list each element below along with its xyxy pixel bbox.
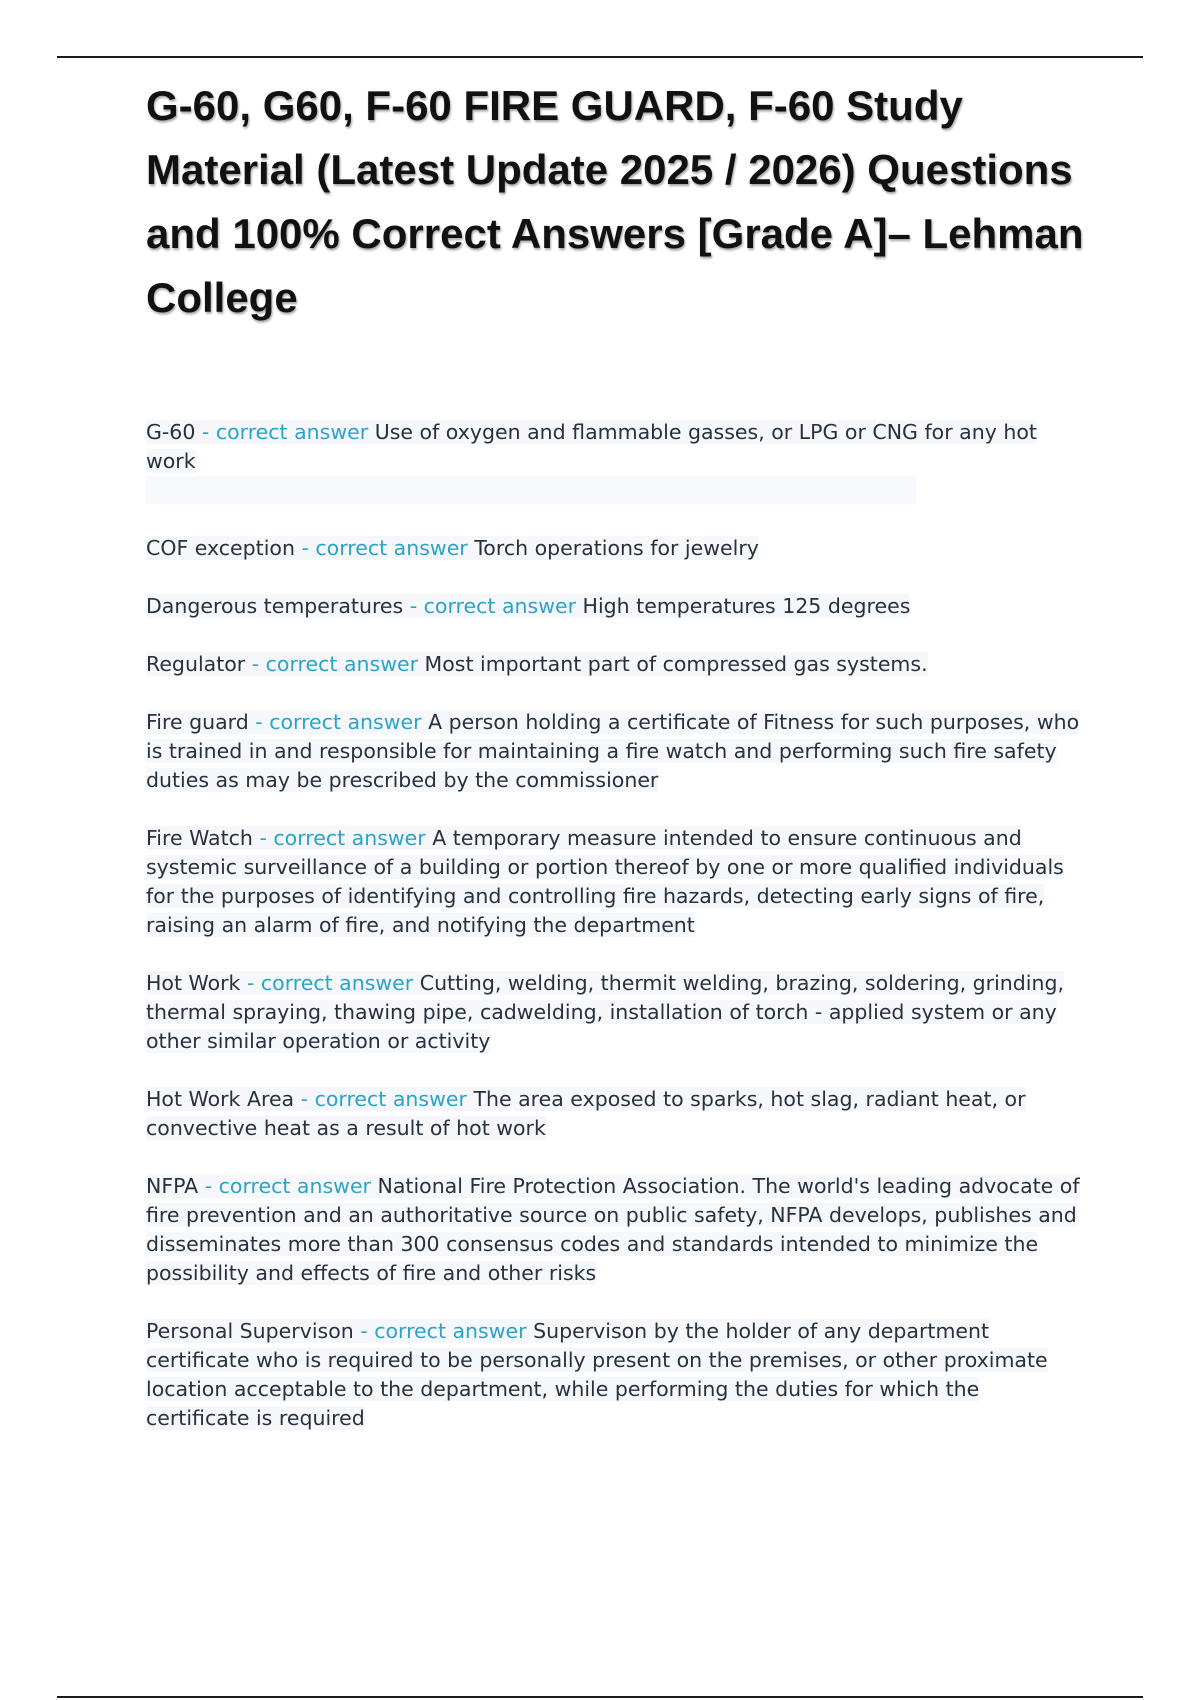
answer-label: correct answer	[215, 420, 369, 444]
qa-item-fire-guard	[146, 708, 1086, 795]
answer-label: correct answer	[315, 536, 468, 560]
answer-label: correct answer	[423, 594, 576, 618]
qa-separator: -	[403, 594, 424, 618]
qa-definition: High temperatures 125 degrees	[582, 594, 911, 618]
qa-item-personal-supervison	[146, 1317, 1086, 1433]
qa-term: Dangerous temperatures	[146, 594, 404, 618]
answer-label: correct answer	[260, 971, 414, 995]
bottom-rule	[57, 1696, 1143, 1698]
qa-item-cof-exception	[146, 534, 1086, 563]
qa-list	[146, 418, 1086, 1433]
qa-item-hot-work-area	[146, 1085, 1086, 1143]
qa-separator: -	[195, 420, 216, 444]
qa-item-g60	[146, 418, 1086, 476]
top-rule	[57, 56, 1143, 58]
qa-definition: Most important part of compressed gas systems.	[424, 652, 928, 676]
qa-separator: -	[245, 652, 266, 676]
qa-separator: -	[294, 1087, 315, 1111]
qa-item-hot-work	[146, 969, 1086, 1056]
qa-term: Personal Supervison	[146, 1319, 354, 1343]
answer-label: correct answer	[374, 1319, 527, 1343]
qa-definition: The area exposed to sparks, hot slag, radiant heat, or convective heat as a result of hot work	[146, 1087, 1026, 1140]
document-title: G-60, G60, F-60 FIRE GUARD, F-60 Study Material (Latest Update 2025 / 2026) Questions and 100% Correct Answers [Grade A]– Lehman College	[146, 82, 1084, 321]
qa-definition: Cutting, welding, thermit welding, brazing, soldering, grinding, thermal spraying, thawing pipe, cadwelding, installation of torch - applied system or any other similar operation or activity	[146, 971, 1064, 1053]
answer-label: correct answer	[314, 1087, 467, 1111]
qa-definition: Supervison by the holder of any department certificate who is required to be personally present on the premises, or other proximate location acceptable to the department, while performing the duties for which the certificate is required	[146, 1319, 1048, 1430]
qa-separator: -	[353, 1319, 375, 1343]
qa-item-dangerous-temperatures	[146, 592, 1086, 621]
qa-term: G-60	[146, 420, 196, 444]
answer-label: correct answer	[273, 826, 426, 850]
qa-definition: Torch operations for jewelry	[474, 536, 759, 560]
qa-separator: -	[240, 971, 261, 995]
qa-item-fire-watch	[146, 824, 1086, 940]
answer-label: correct answer	[218, 1174, 371, 1198]
answer-label: correct answer	[269, 710, 422, 734]
qa-definition: A person holding a certificate of Fitness for such purposes, who is trained in and responsible for maintaining a fire watch and performing such fire safety duties as may be prescribed by the commissioner	[146, 710, 1080, 792]
qa-item-nfpa	[146, 1172, 1086, 1288]
qa-term: Hot Work	[146, 971, 241, 995]
qa-separator: -	[294, 536, 316, 560]
qa-term: Fire Watch	[146, 826, 253, 850]
qa-term: Regulator	[146, 652, 246, 676]
qa-separator: -	[198, 1174, 219, 1198]
answer-label: correct answer	[265, 652, 418, 676]
qa-definition: National Fire Protection Association. The world's leading advocate of fire prevention and an authoritative source on public safety, NFPA develops, publishes and disseminates more than 300 consensus codes and standards intended to minimize the possibility and effects of fire and other risks	[146, 1174, 1080, 1285]
qa-term: Fire guard	[146, 710, 249, 734]
qa-definition: A temporary measure intended to ensure continuous and systemic surveillance of a building or portion thereof by one or more qualified individuals for the purposes of identifying and controlling fire hazards, detecting early signs of fire, raising an alarm of fire, and notifying the department	[146, 826, 1064, 937]
qa-definition: Use of oxygen and flammable gasses, or LPG or CNG for any hot work	[146, 420, 1037, 473]
qa-separator: -	[252, 826, 274, 850]
qa-term: NFPA	[146, 1174, 199, 1198]
qa-term: Hot Work Area	[146, 1087, 295, 1111]
qa-item-regulator	[146, 650, 1086, 679]
qa-term: COF exception	[146, 536, 295, 560]
qa-separator: -	[248, 710, 270, 734]
